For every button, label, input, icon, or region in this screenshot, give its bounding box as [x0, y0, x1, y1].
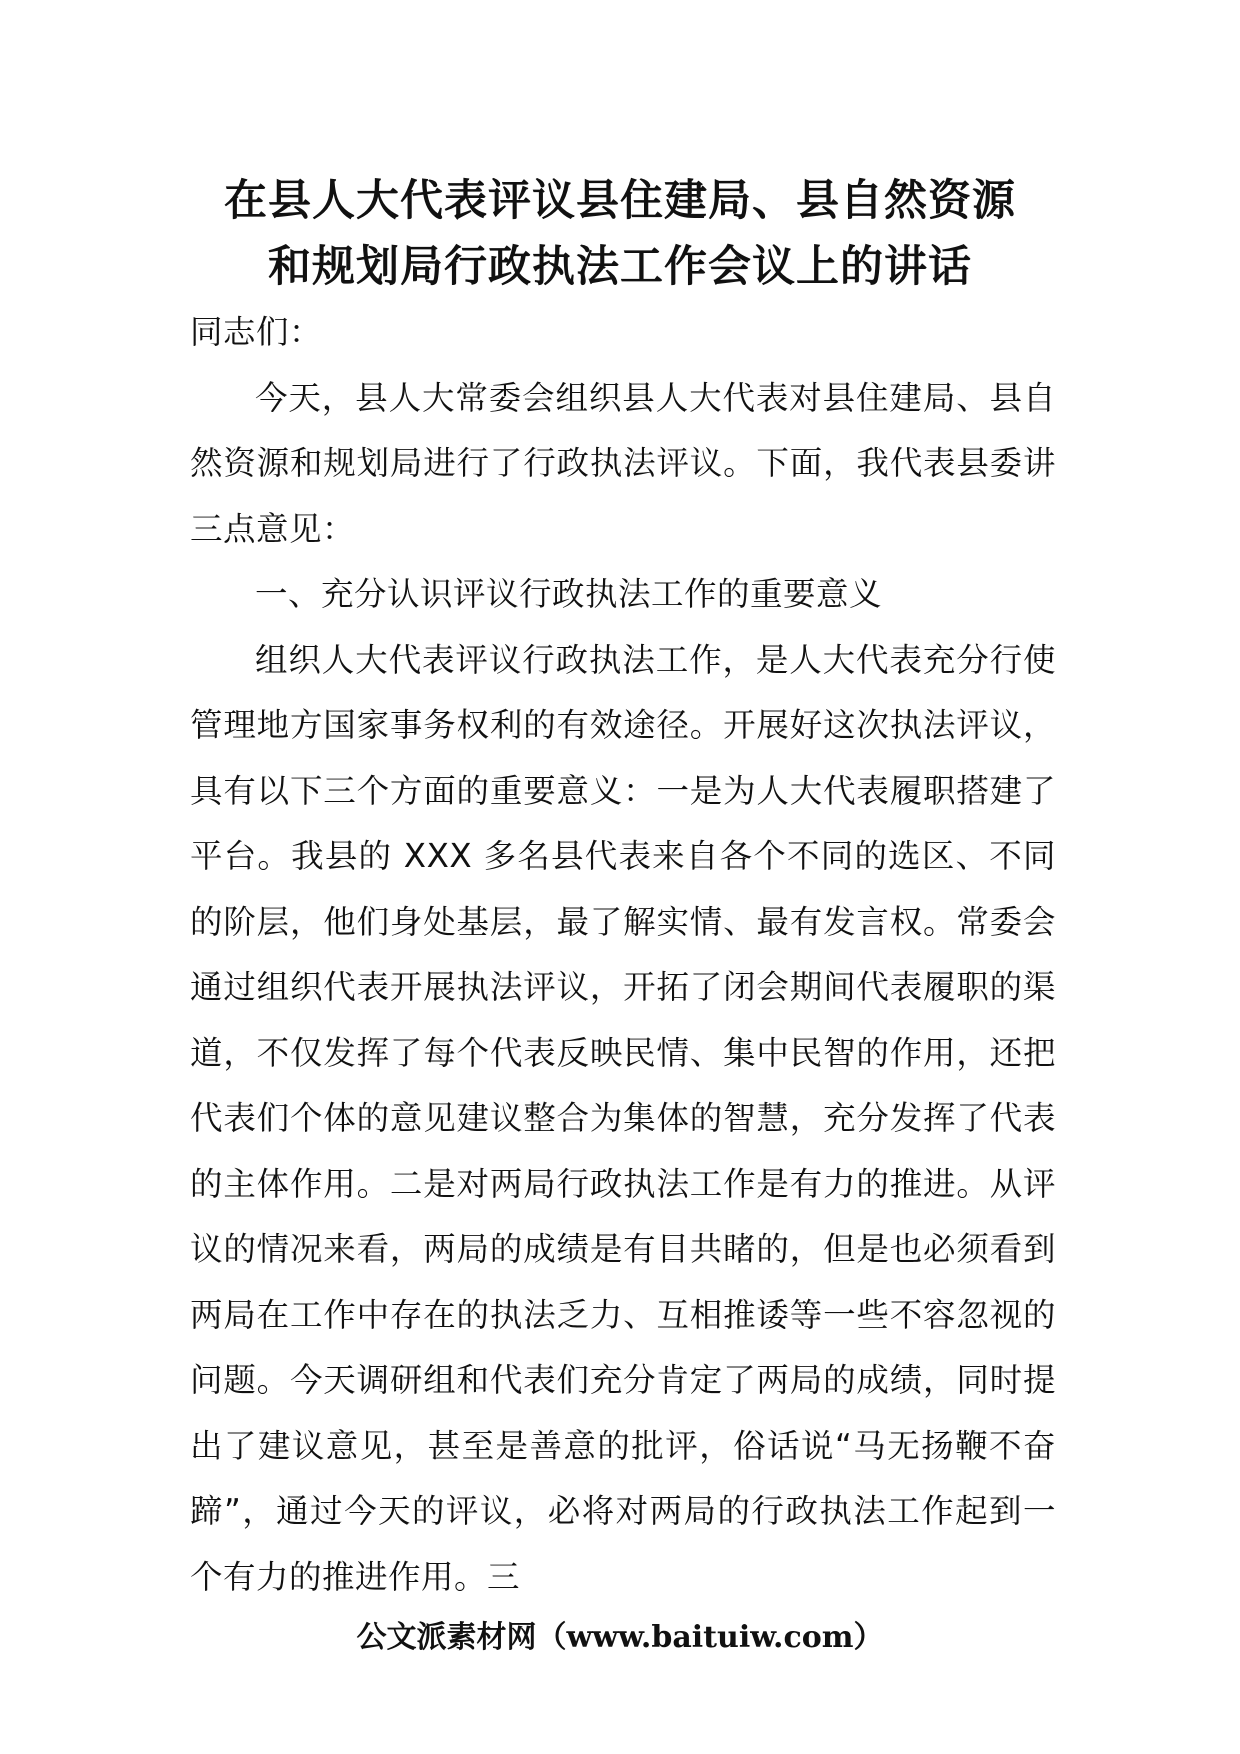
salutation: 同志们： — [190, 313, 323, 351]
document-title — [150, 168, 1090, 300]
section-1-paragraph: 组织人大代表评议行政执法工作，是人大代表充分行使管理地方国家事务权利的有效途径。开展好这次执法评议，具有以下三个方面的重要意义：一是为人大代表履职搭建了平台。我县的 XXX 多名县代表来自各个不同的选区、不同的阶层，他们身处基层，最了解实情、最有发言权。常委会通过组织代表开展执法评议，开拓了闭会期间代表履职的渠道，不仅发挥了每个代表反映民情、集中民智的作用，还把代表们个体的意见建议整合为集体的智慧，充分发挥了代表的主体作用。二是对两局行政执法工作是有力的推进。从评议的情况来看，两局的成绩是有目共睹的，但是也必须看到两局在工作中存在的执法乏力、互相推诿等一些不容忽视的问题。今天调研组和代表们充分肯定了两局的成绩，同时提出了建议意见，甚至是善意的批评，俗话说“马无扬鞭不奋蹄”，通过今天的评议，必将对两局的行政执法工作起到一个有力的推进作用。三 — [190, 640, 1056, 1596]
title-line-2: 和规划局行政执法工作会议上的讲话 — [268, 242, 972, 292]
section-1-heading: 一、充分认识评议行政执法工作的重要意义 — [255, 575, 883, 613]
document-body — [190, 300, 1056, 1610]
footer-watermark: 公文派素材网（www.baituiw.com） — [356, 1620, 884, 1655]
title-line-1: 在县人大代表评议县住建局、县自然资源 — [224, 176, 1016, 226]
intro-paragraph: 今天，县人大常委会组织县人大代表对县住建局、县自然资源和规划局进行了行政执法评议。下面，我代表县委讲三点意见： — [190, 378, 1056, 548]
